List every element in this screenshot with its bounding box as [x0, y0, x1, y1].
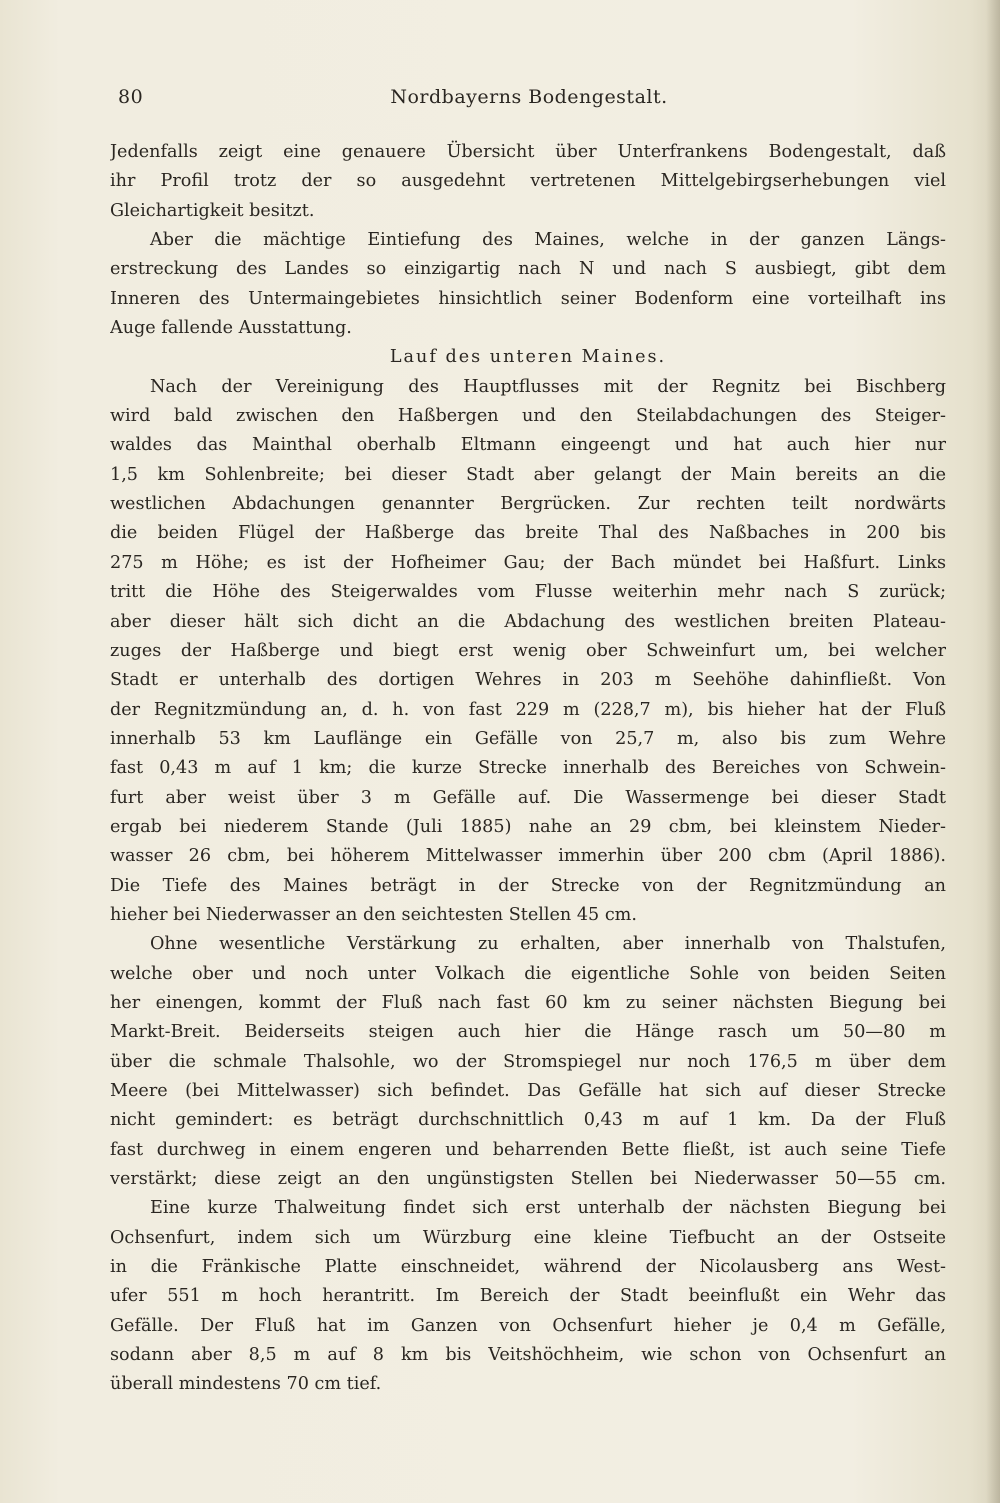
- text-line: ergab bei niederem Stande (Juli 1885) nahe an 29 cbm, bei kleinstem Nieder-: [110, 816, 946, 837]
- text-line: Die Tiefe des Maines beträgt in der Strecke von der Regnitzmündung an: [110, 875, 946, 896]
- text-line: aber dieser hält sich dicht an die Abdachung des westlichen breiten Plateau-: [110, 611, 946, 632]
- text-line: Gefälle. Der Fluß hat im Ganzen von Ochsenfurt hieher je 0,4 m Gefälle,: [110, 1315, 946, 1336]
- text-line: der Regnitzmündung an, d. h. von fast 229 m (228,7 m), bis hieher hat der Fluß: [110, 699, 946, 720]
- text-line: waldes das Mainthal oberhalb Eltmann eingeengt und hat auch hier nur: [110, 435, 946, 456]
- text-line: in die Fränkische Platte einschneidet, während der Nicolausberg ans West-: [110, 1257, 946, 1278]
- text-line: wasser 26 cbm, bei höherem Mittelwasser immerhin über 200 cbm (April 1886).: [110, 846, 946, 867]
- running-head: [118, 86, 940, 114]
- text-line: die beiden Flügel der Haßberge das breite Thal des Naßbaches in 200 bis: [110, 523, 946, 544]
- text-line: Gleichartigkeit besitzt.: [110, 200, 315, 221]
- text-line: her einengen, kommt der Fluß nach fast 60 km zu seiner nächsten Biegung bei: [110, 992, 946, 1013]
- text-line: Ohne wesentliche Verstärkung zu erhalten, aber innerhalb von Thalstufen,: [150, 934, 946, 955]
- text-line: Markt-Breit. Beiderseits steigen auch hier die Hänge rasch um 50—80 m: [110, 1022, 946, 1043]
- text-line: wird bald zwischen den Haßbergen und den Steilabdachungen des Steiger-: [110, 406, 946, 427]
- text-line: Meere (bei Mittelwasser) sich befindet. Das Gefälle hat sich auf dieser Strecke: [110, 1081, 946, 1101]
- text-line: Jedenfalls zeigt eine genauere Übersicht über Unterfrankens Bodengestalt, daß: [110, 142, 946, 162]
- text-line: welche ober und noch unter Volkach die eigentliche Sohle von beiden Seiten: [110, 963, 946, 984]
- text-line: fast 0,43 m auf 1 km; die kurze Strecke innerhalb des Bereiches von Schwein-: [110, 758, 946, 779]
- text-line: westlichen Abdachungen genannter Bergrücken. Zur rechten teilt nordwärts: [110, 494, 946, 515]
- text-line: sodann aber 8,5 m auf 8 km bis Veitshöchheim, wie schon von Ochsenfurt an: [110, 1345, 946, 1366]
- page-number: 80: [118, 86, 144, 108]
- text-line: nicht gemindert: es beträgt durchschnittlich 0,43 m auf 1 km. Da der Fluß: [110, 1110, 946, 1131]
- text-line: hieher bei Niederwasser an den seichtesten Stellen 45 cm.: [110, 904, 637, 925]
- text-line: Stadt er unterhalb des dortigen Wehres in 203 m Seehöhe dahinfließt. Von: [110, 670, 946, 691]
- text-line: über die schmale Thalsohle, wo der Stromspiegel nur noch 176,5 m über dem: [110, 1051, 946, 1072]
- text-line: ihr Profil trotz der so ausgedehnt vertretenen Mittelgebirgserhebungen viel: [110, 171, 946, 192]
- text-line: Aber die mächtige Eintiefung des Maines, welche in der ganzen Längs-: [150, 230, 946, 251]
- section-heading: Lauf des unteren Maines.: [389, 347, 667, 368]
- text-line: Inneren des Untermaingebietes hinsichtlich seiner Bodenform eine vorteilhaft ins: [110, 288, 946, 309]
- text-line: fast durchweg in einem engeren und beharrenden Bette fließt, ist auch seine Tiefe: [110, 1139, 946, 1160]
- running-title: Nordbayerns Bodengestalt.: [390, 86, 668, 108]
- text-line: 275 m Höhe; es ist der Hofheimer Gau; der Bach mündet bei Haßfurt. Links: [110, 552, 946, 573]
- body-text: [110, 138, 946, 1400]
- text-line: ufer 551 m hoch herantritt. Im Bereich der Stadt beeinflußt ein Wehr das: [110, 1286, 946, 1307]
- text-line: Auge fallende Ausstattung.: [110, 318, 352, 339]
- text-line: zuges der Haßberge und biegt erst wenig ober Schweinfurt um, bei welcher: [110, 640, 946, 661]
- text-line: Nach der Vereinigung des Hauptflusses mit der Regnitz bei Bischberg: [150, 376, 946, 397]
- text-line: tritt die Höhe des Steigerwaldes vom Flusse weiterhin mehr nach S zurück;: [110, 582, 946, 603]
- text-line: verstärkt; diese zeigt an den ungünstigsten Stellen bei Niederwasser 50—55 cm.: [110, 1169, 946, 1190]
- text-line: 1,5 km Sohlenbreite; bei dieser Stadt aber gelangt der Main bereits an die: [110, 464, 946, 485]
- text-line: innerhalb 53 km Lauflänge ein Gefälle von 25,7 m, also bis zum Wehre: [110, 728, 946, 749]
- text-line: Eine kurze Thalweitung findet sich erst unterhalb der nächsten Biegung bei: [150, 1198, 946, 1219]
- text-line: überall mindestens 70 cm tief.: [110, 1374, 382, 1395]
- page-edge-shadow: [986, 0, 1000, 1503]
- text-line: furt aber weist über 3 m Gefälle auf. Die Wassermenge bei dieser Stadt: [110, 787, 946, 808]
- text-line: erstreckung des Landes so einzigartig nach N und nach S ausbiegt, gibt dem: [110, 259, 946, 280]
- text-line: Ochsenfurt, indem sich um Würzburg eine kleine Tiefbucht an der Ostseite: [110, 1227, 946, 1248]
